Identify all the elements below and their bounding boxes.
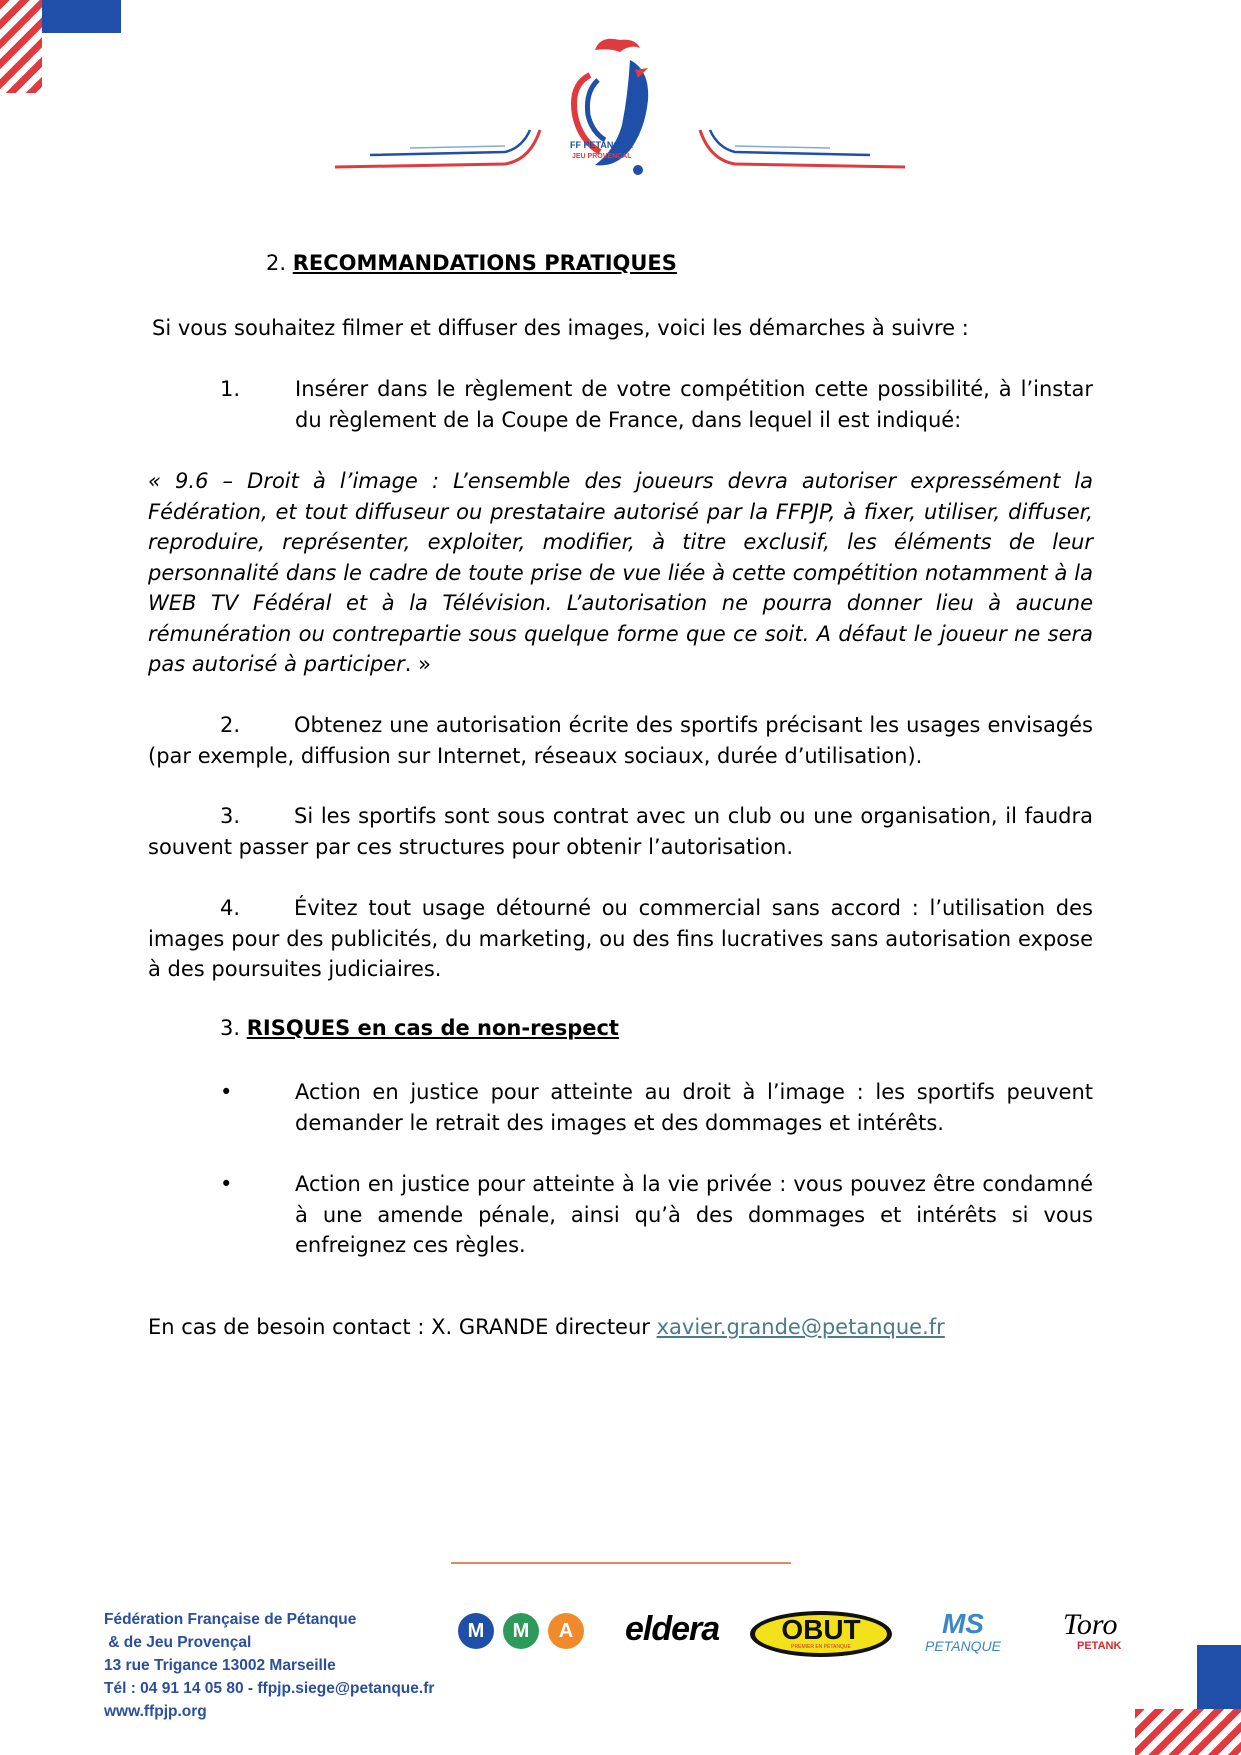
list-item-text: Obtenez une autorisation écrite des sportifs précisant les usages envisagés (par exemple, diffusion sur Internet, réseaux sociaux, durée d’utilisation). — [148, 713, 1093, 768]
sponsor-mma-logo-a: A — [548, 1613, 584, 1649]
footer-address-block — [104, 1608, 434, 1723]
quote-end: . » — [404, 652, 431, 676]
ms-sublabel: PETANQUE — [925, 1638, 1001, 1654]
sponsor-toro-logo — [1063, 1610, 1121, 1652]
bullet-text: Action en justice pour atteinte au droit à l’image : les sportifs peuvent demander le retrait des images et des dommages et intérêts. — [295, 1080, 1093, 1135]
toro-sublabel: PETANK — [1077, 1640, 1122, 1652]
list-item-1 — [220, 374, 1093, 435]
section-title: RECOMMANDATIONS PRATIQUES — [292, 251, 677, 275]
sponsor-mma-logo-m1: M — [458, 1613, 494, 1649]
list-item-3 — [148, 801, 1093, 862]
corner-decoration-stripes-bottom — [1135, 1709, 1241, 1755]
obut-sublabel: PREMIER EN PÉTANQUE — [791, 1644, 851, 1650]
ffpjp-logo — [330, 30, 910, 180]
section-heading-recommandations — [266, 251, 677, 275]
footer-phone-email: Tél : 04 91 14 05 80 - ffpjp.siege@petanque.fr — [104, 1680, 435, 1697]
bullet-text: Action en justice pour atteinte à la vie privée : vous pouvez être condamné à une amende pénale, ainsi qu’à des dommages et intérêts si vous enfreignez ces règles. — [295, 1172, 1093, 1257]
quote-text: « 9.6 – Droit à l’image : L’ensemble des joueurs devra autoriser expressément la Fédération, et tout diffuseur ou prestataire autorisé par la FFPJP, à fixer, utiliser, diffuser, reproduire, représenter, exploiter, modifier, à titre exclusif, les éléments de leur personnalité dans le cadre de toute prise de vue liée à cette compétition notamment à la WEB TV Fédéral et à la Télévision. L’autorisation ne pourra donner lieu à aucune rémunération ou contrepartie sous quelque forme que ce soit. A défaut le joueur ne sera pas autorisé à participer — [148, 469, 1093, 676]
bullet-item-2 — [220, 1169, 1093, 1261]
obut-label: OBUT — [781, 1614, 861, 1645]
list-number: 2. — [220, 713, 241, 737]
list-number: 4. — [220, 896, 241, 920]
list-item-2 — [148, 710, 1093, 771]
bullet-marker: • — [220, 1080, 233, 1104]
contact-text: En cas de besoin contact : X. GRANDE directeur — [148, 1315, 657, 1339]
sponsor-eldera-logo: eldera — [625, 1610, 720, 1648]
footer-address: 13 rue Trigance 13002 Marseille — [104, 1657, 336, 1674]
section-number: 2. — [266, 251, 287, 275]
logo-text-line1: FF PETANQUE — [570, 140, 633, 150]
section-heading-risques — [220, 1016, 619, 1040]
corner-decoration-stripes — [0, 0, 42, 93]
toro-label: Toro — [1063, 1608, 1118, 1641]
sponsor-mma-logo-m2: M — [503, 1613, 539, 1649]
sponsor-obut-logo — [750, 1611, 892, 1657]
list-number: 1. — [220, 377, 241, 401]
contact-email-link[interactable]: xavier.grande@petanque.fr — [656, 1315, 945, 1339]
list-item-text: Insérer dans le règlement de votre compétition cette possibilité, à l’instar du règlement de la Coupe de France, dans lequel il est indiqué: — [295, 377, 1093, 432]
footer-org-line2: & de Jeu Provençal — [104, 1634, 252, 1651]
list-item-text: Si les sportifs sont sous contrat avec un club ou une organisation, il faudra souvent passer par ces structures pour obtenir l’autorisation. — [148, 804, 1093, 859]
list-item-4 — [148, 893, 1093, 985]
list-number: 3. — [220, 804, 241, 828]
bullet-marker: • — [220, 1172, 233, 1196]
logo-text-line2: JEU PROVENÇAL — [572, 153, 632, 160]
section-number: 3. — [220, 1016, 241, 1040]
intro-paragraph: Si vous souhaitez filmer et diffuser des images, voici les démarches à suivre : — [152, 316, 969, 340]
quote-paragraph — [148, 466, 1093, 680]
contact-line — [148, 1312, 1093, 1343]
footer-divider — [451, 1562, 791, 1564]
section-title: RISQUES en cas de non-respect — [246, 1016, 619, 1040]
footer-org-line1: Fédération Française de Pétanque — [104, 1611, 357, 1628]
list-item-text: Évitez tout usage détourné ou commercial sans accord : l’utilisation des images pour des publicités, du marketing, ou des fins lucratives sans autorisation expose à des poursuites judiciaires. — [148, 896, 1093, 981]
footer-website: www.ffpjp.org — [104, 1703, 207, 1720]
bullet-item-1 — [220, 1077, 1093, 1138]
ms-label: MS — [941, 1608, 984, 1639]
sponsor-ms-logo — [925, 1610, 1001, 1654]
